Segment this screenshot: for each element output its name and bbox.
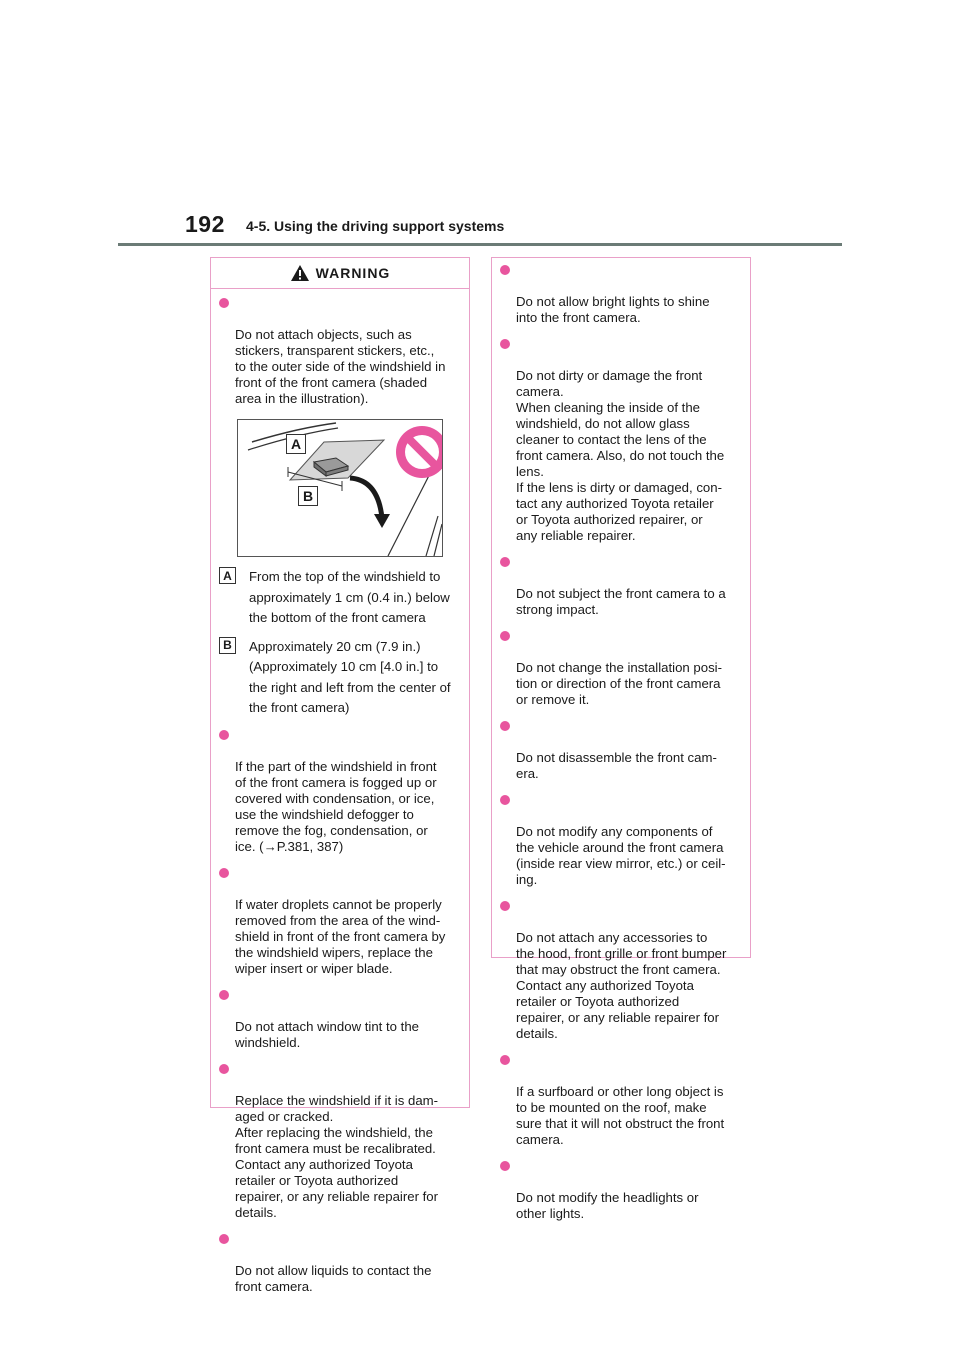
list-item-text: Do not disassemble the front cam- era. [516, 750, 717, 781]
warning-triangle-icon [290, 264, 310, 282]
legend-text-b: Approximately 20 cm (7.9 in.) (Approximately 10 cm [4.0 in.] to the right and left from the center of the front camera) [249, 638, 451, 715]
list-item [500, 628, 742, 708]
list-item-text: Do not dirty or damage the front camera. When cleaning the inside of the windshield, do not allow glass cleaner to contact the lens of the front camera. Also, do not touch the lens. If the lens is dirty or damaged, con- tact any authorized Toyota retailer or Toyota authorized repairer, or any reliable repairer. [516, 368, 725, 543]
list-item-text: Do not allow bright lights to shine into the front camera. [516, 294, 710, 325]
legend-key-b: B [219, 637, 236, 654]
list-item-text: Do not change the installation posi- tion or direction of the front camera or remove it. [516, 660, 723, 707]
bullet-icon [500, 721, 510, 731]
list-item [500, 792, 742, 888]
list-item-text: Do not allow liquids to contact the front camera. [235, 1262, 432, 1294]
legend-row-a [219, 567, 461, 629]
bullet-icon [500, 1161, 510, 1171]
list-item-text: If water droplets cannot be properly removed from the area of the wind- shield in front of the front camera by the windshield wipers, replace the wiper insert or wiper blade. [235, 896, 446, 976]
bullet-icon [219, 990, 229, 1000]
list-item-text: Do not attach objects, such as stickers, transparent stickers, etc., to the outer side of the windshield in front of the front camera (shaded area in the illustration). [235, 327, 446, 406]
bullet-icon [500, 265, 510, 275]
list-item [219, 1231, 461, 1295]
list-item [219, 295, 461, 407]
list-item-text: Do not attach window tint to the windshield. [235, 1018, 420, 1050]
warning-box-right [491, 257, 751, 1221]
warning-title: WARNING [315, 265, 391, 281]
list-item [500, 1158, 742, 1222]
list-item-text: If a surfboard or other long object is to be mounted on the roof, make sure that it will not obstruct the front camera. [516, 1084, 725, 1147]
warning-body-right [492, 258, 750, 1222]
list-item-text: Do not modify any components of the vehicle around the front camera (inside rear view mirror, etc.) or ceil- ing. [516, 824, 726, 887]
bullet-icon [500, 1055, 510, 1065]
legend-key-a: A [219, 567, 236, 584]
list-item-text: Replace the windshield if it is dam- aged or cracked. After replacing the windshield, the front camera must be recalibrated. Contact any authorized Toyota retailer or Toyota authorized repairer, or any reliable repairer for details. [235, 1092, 439, 1220]
bullet-icon [219, 1064, 229, 1074]
list-item [500, 336, 742, 544]
list-item-text: Do not attach any accessories to the hood, front grille or front bumper that may obstruct the front camera. Contact any authorized Toyota retailer or Toyota authorized repairer, or any reliable repairer for details. [516, 930, 727, 1041]
list-item [219, 865, 461, 977]
callout-b: B [298, 486, 318, 506]
list-item [500, 1052, 742, 1148]
list-item [219, 727, 461, 855]
warning-header [211, 258, 469, 289]
legend-text-a: From the top of the windshield to approximately 1 cm (0.4 in.) below the bottom of the front camera [249, 569, 450, 625]
bullet-icon [500, 557, 510, 567]
list-item [219, 1061, 461, 1221]
list-item [500, 718, 742, 782]
legend-row-b [219, 637, 461, 719]
bullet-icon [500, 631, 510, 641]
list-item [500, 262, 742, 326]
warning-body-left [211, 289, 469, 1295]
list-item [500, 898, 742, 1042]
prohibition-icon [396, 426, 442, 478]
bullet-icon [500, 795, 510, 805]
list-item [219, 987, 461, 1051]
page-number: 192 [185, 211, 225, 237]
bullet-icon [500, 901, 510, 911]
list-item-text: If the part of the windshield in front of the front camera is fogged up or covered with condensation, or ice, use the windshield defogger to remove the fog, condensation, or ice. (→P.381, 387) [235, 758, 437, 854]
bullet-icon [219, 1234, 229, 1244]
bullet-icon [219, 730, 229, 740]
list-item-text: Do not modify the headlights or other lights. [516, 1190, 699, 1221]
warning-box-left [210, 257, 470, 1294]
section-title: 4-5. Using the driving support systems [246, 218, 505, 234]
list-item-text: Do not subject the front camera to a strong impact. [516, 586, 726, 617]
callout-a: A [286, 434, 306, 454]
list-item [500, 554, 742, 618]
bullet-icon [219, 298, 229, 308]
bullet-icon [500, 339, 510, 349]
header-rule [118, 243, 842, 246]
bullet-icon [219, 868, 229, 878]
camera-illustration [237, 419, 443, 557]
windshield-camera-drawing [238, 420, 442, 556]
